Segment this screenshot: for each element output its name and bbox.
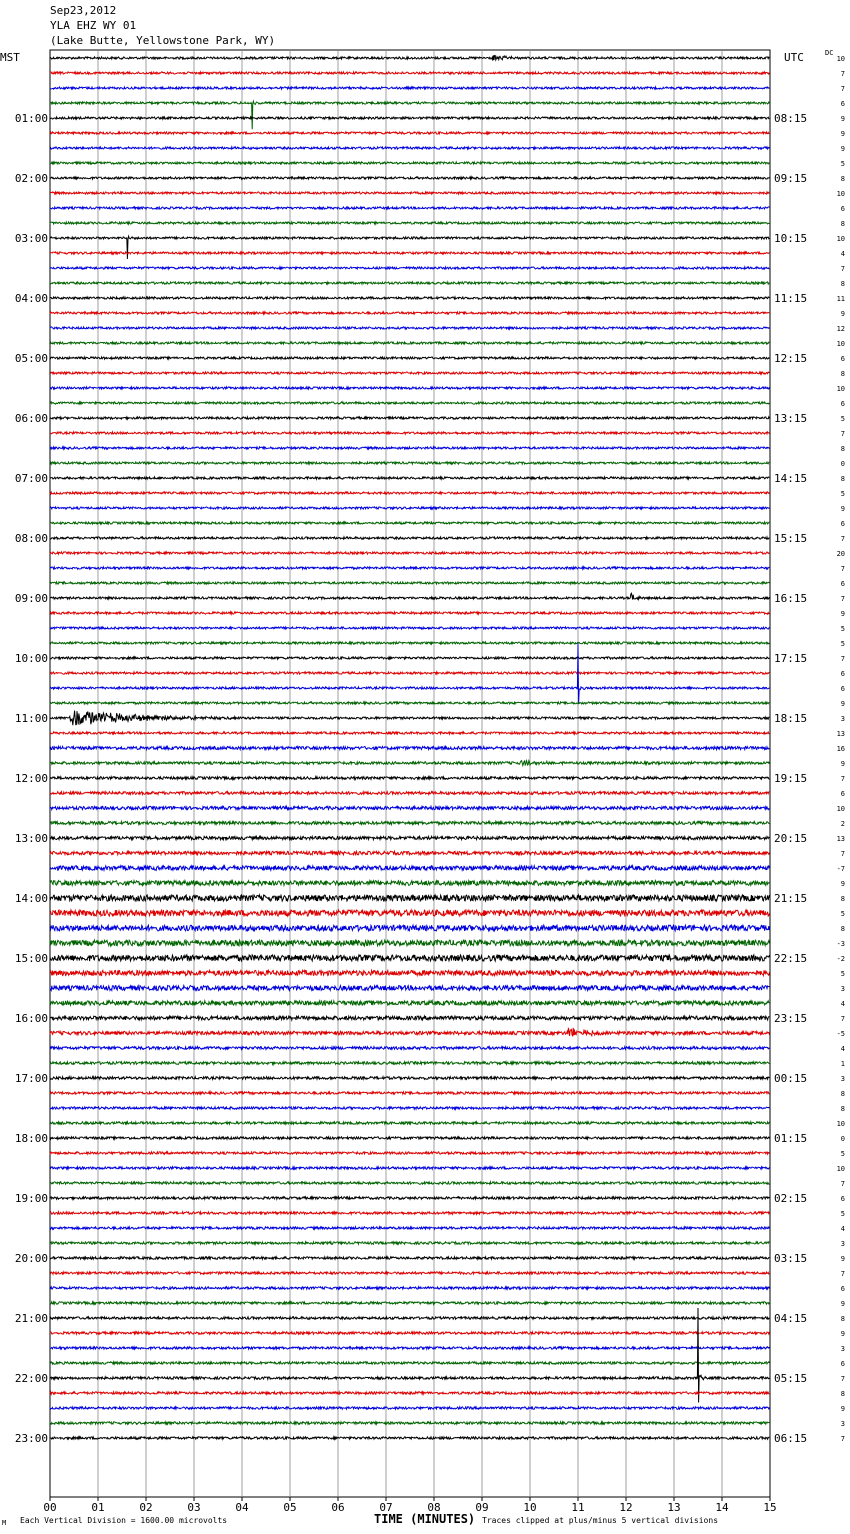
dc-offset-value: 12 [836,325,845,333]
trace-line [50,312,769,314]
x-tick-label: 06 [331,1501,345,1514]
trace-line [50,567,769,569]
dc-offset-value: 9 [840,760,845,768]
hour-label-mst: 23:00 [14,1432,48,1445]
hour-label-mst: 12:00 [14,772,48,785]
hour-label-utc: 16:15 [774,592,808,605]
dc-offset-value: 4 [840,1225,845,1233]
hour-label-mst: 10:00 [14,652,48,665]
trace-line [50,1107,769,1109]
dc-offset-value: 7 [840,850,845,858]
hour-label-mst: 21:00 [14,1312,48,1325]
hour-label-utc: 17:15 [774,652,808,665]
dc-offset-value: 1 [840,1060,845,1068]
trace-line [50,777,769,780]
hour-label-mst: 16:00 [14,1012,48,1025]
dc-offset-value: 0 [840,460,845,468]
trace-line [50,1287,769,1289]
trace-line [50,1122,769,1124]
trace-line [50,657,769,659]
trace-line [50,1347,769,1349]
dc-offset-value: 7 [840,70,845,78]
dc-offset-value: 7 [840,595,845,603]
trace-line [50,866,769,870]
x-tick-label: 00 [43,1501,57,1514]
hour-label-mst: 20:00 [14,1252,48,1265]
dc-offset-value: 3 [840,985,845,993]
dc-offset-value: 6 [840,580,845,588]
trace-line [50,236,769,259]
hour-label-mst: 22:00 [14,1372,48,1385]
hour-label-utc: 15:15 [774,532,808,545]
dc-offset-value: 9 [840,1255,845,1263]
trace-line [50,162,769,164]
hour-label-mst: 19:00 [14,1192,48,1205]
trace-line [50,1332,769,1334]
x-tick-label: 07 [379,1501,393,1514]
trace-line [50,1212,769,1214]
corner-mark: M [2,1519,7,1527]
trace-line [50,462,769,464]
trace-line [50,986,769,991]
trace-line [50,1407,769,1409]
dc-offset-value: 20 [836,550,845,558]
trace-line [50,1302,769,1304]
trace-line [50,642,769,644]
dc-offset-value: 8 [840,445,845,453]
trace-line [50,1182,769,1184]
hour-label-utc: 13:15 [774,412,808,425]
x-tick-label: 13 [667,1501,681,1514]
x-tick-label: 04 [235,1501,249,1514]
dc-offset-value: 5 [840,910,845,918]
dc-offset-value: -5 [836,1030,845,1038]
dc-offset-value: 10 [836,235,845,243]
trace-line [50,1362,769,1364]
trace-line [50,417,769,419]
station-location: (Lake Butte, Yellowstone Park, WY) [50,34,276,47]
trace-line [50,177,769,179]
trace-line [50,192,769,194]
scale-note: Each Vertical Division = 1600.00 microvolts [20,1516,228,1525]
trace-line [50,297,769,299]
dc-offset-value: 9 [840,1300,845,1308]
trace-line [50,881,769,886]
dc-offset-value: 6 [840,355,845,363]
trace-line [50,836,769,839]
hour-label-utc: 09:15 [774,172,808,185]
dc-offset-value: 8 [840,370,845,378]
trace-line [50,593,769,599]
dc-offset-value: 9 [840,505,845,513]
dc-offset-value: 3 [840,1240,845,1248]
x-tick-label: 11 [571,1501,585,1514]
hour-label-utc: 20:15 [774,832,808,845]
dc-offset-value: 5 [840,160,845,168]
hour-label-mst: 08:00 [14,532,48,545]
dc-offset-value: 5 [840,640,845,648]
dc-offset-value: 8 [840,895,845,903]
trace-line [50,432,769,434]
trace-line [50,207,769,209]
trace-line [50,387,769,389]
trace-line [50,1317,769,1319]
hour-label-utc: 12:15 [774,352,808,365]
dc-offset-value: 6 [840,670,845,678]
dc-offset-value: 7 [840,1180,845,1188]
dc-offset-value: 8 [840,1090,845,1098]
dc-offset-value: 10 [836,190,845,198]
dc-offset-value: 8 [840,1390,845,1398]
trace-line [50,55,769,60]
trace-line [50,627,769,629]
trace-line [50,447,769,449]
trace-line [50,101,769,129]
dc-offset-value: 10 [836,340,845,348]
hour-label-utc: 05:15 [774,1372,808,1385]
trace-line [50,402,769,404]
dc-offset-value: 7 [840,535,845,543]
dc-offset-value: 9 [840,610,845,618]
dc-offset-value: 4 [840,1045,845,1053]
trace-line [50,117,769,119]
trace-line [50,1272,769,1274]
dc-offset-value: 16 [836,745,845,753]
trace-line [50,342,769,344]
x-tick-label: 10 [523,1501,537,1514]
trace-line [50,1152,769,1154]
trace-line [50,147,769,149]
dc-offset-value: 6 [840,685,845,693]
dc-offset-value: 7 [840,265,845,273]
dc-offset-value: 10 [836,385,845,393]
x-tick-label: 01 [91,1501,105,1514]
dc-offset-value: 9 [840,880,845,888]
dc-offset-value: 6 [840,400,845,408]
hour-label-mst: 05:00 [14,352,48,365]
dc-offset-value: 3 [840,1075,845,1083]
hour-label-mst: 04:00 [14,292,48,305]
trace-line [50,327,769,329]
trace-line [50,925,769,931]
dc-offset-value: 6 [840,1360,845,1368]
dc-offset-value: -3 [836,940,845,948]
trace-line [50,492,769,494]
dc-offset-value: 5 [840,970,845,978]
dc-offset-value: 13 [836,835,845,843]
trace-line [50,1092,769,1094]
trace-line [50,822,769,825]
trace-line [50,537,769,539]
dc-offset-value: 5 [840,625,845,633]
trace-line [50,955,769,961]
trace-line [50,806,769,809]
hour-label-utc: 22:15 [774,952,808,965]
hour-label-utc: 23:15 [774,1012,808,1025]
trace-line [50,761,769,766]
dc-offset-value: 6 [840,100,845,108]
trace-line [50,1001,769,1005]
hour-label-mst: 18:00 [14,1132,48,1145]
x-tick-label: 15 [763,1501,777,1514]
trace-line [50,477,769,479]
hour-label-mst: 03:00 [14,232,48,245]
hour-label-utc: 02:15 [774,1192,808,1205]
dc-offset-value: 7 [840,1015,845,1023]
trace-line [50,747,769,750]
dc-offset-value: 4 [840,1000,845,1008]
x-tick-label: 14 [715,1501,729,1514]
trace-line [50,1242,769,1244]
dc-offset-value: 10 [836,1120,845,1128]
hour-label-mst: 11:00 [14,712,48,725]
dc-offset-value: -7 [836,865,845,873]
trace-line [50,895,769,901]
trace-line [50,72,769,74]
dc-offset-value: 8 [840,1315,845,1323]
hour-label-mst: 06:00 [14,412,48,425]
trace-line [50,1028,769,1037]
hour-label-mst: 17:00 [14,1072,48,1085]
right-zone-label: UTC [784,51,804,64]
dc-offset-value: 9 [840,145,845,153]
x-tick-label: 09 [475,1501,489,1514]
dc-offset-value: 3 [840,1345,845,1353]
trace-line [50,792,769,795]
trace-line [50,582,769,584]
dc-offset-value: 3 [840,1420,845,1428]
hour-label-utc: 11:15 [774,292,808,305]
trace-line [50,970,769,975]
trace-line [50,1437,769,1439]
hour-label-utc: 04:15 [774,1312,808,1325]
x-axis-title: TIME (MINUTES) [374,1512,476,1526]
dc-offset-value: 7 [840,1270,845,1278]
dc-offset-value: 6 [840,790,845,798]
hour-label-mst: 15:00 [14,952,48,965]
dc-offset-value: 7 [840,1375,845,1383]
trace-line [50,372,769,374]
trace-line [50,132,769,134]
x-tick-label: 05 [283,1501,297,1514]
trace-line [50,1422,769,1424]
x-tick-label: 12 [619,1501,633,1514]
dc-offset-value: 5 [840,1150,845,1158]
dc-offset-value: 7 [840,565,845,573]
trace-line [50,940,769,946]
hour-label-utc: 14:15 [774,472,808,485]
dc-offset-value: 7 [840,775,845,783]
trace-line [50,1197,769,1199]
dc-offset-value: 8 [840,925,845,933]
x-tick-label: 02 [139,1501,153,1514]
trace-line [50,1047,769,1050]
trace-line [50,1062,769,1065]
trace-line [50,711,769,726]
dc-offset-value: 10 [836,1165,845,1173]
dc-offset-value: 9 [840,130,845,138]
dc-offset-value: 6 [840,520,845,528]
dc-offset-value: 5 [840,490,845,498]
trace-line [50,507,769,509]
trace-line [50,1308,769,1403]
dc-offset-value: 11 [836,295,845,303]
trace-line [50,252,769,254]
dc-offset-value: 0 [840,1135,845,1143]
dc-offset-value: 7 [840,655,845,663]
trace-line [50,702,769,704]
dc-offset-value: 6 [840,205,845,213]
dc-offset-value: 9 [840,1405,845,1413]
dc-offset-value: 3 [840,715,845,723]
dc-offset-value: 7 [840,1435,845,1443]
dc-offset-value: 6 [840,1195,845,1203]
dc-offset-value: 8 [840,220,845,228]
trace-line [50,357,769,359]
x-tick-label: 08 [427,1501,441,1514]
dc-offset-value: 10 [836,805,845,813]
dc-offset-value: 9 [840,700,845,708]
trace-line [50,1077,769,1080]
hour-label-utc: 10:15 [774,232,808,245]
trace-line [50,552,769,554]
dc-offset-value: 8 [840,1105,845,1113]
hour-label-utc: 01:15 [774,1132,808,1145]
dc-offset-value: -2 [836,955,845,963]
trace-line [50,1392,769,1394]
hour-label-mst: 09:00 [14,592,48,605]
hour-label-utc: 08:15 [774,112,808,125]
dc-offset-value: 8 [840,280,845,288]
trace-line [50,612,769,614]
hour-label-utc: 18:15 [774,712,808,725]
hour-label-mst: 02:00 [14,172,48,185]
trace-line [50,910,769,916]
trace-line [50,672,769,674]
trace-line [50,1167,769,1169]
trace-line [50,1016,769,1020]
station-id: YLA EHZ WY 01 [50,19,137,32]
hour-label-utc: 19:15 [774,772,808,785]
trace-line [50,1257,769,1259]
dc-offset-value: 8 [840,475,845,483]
hour-label-utc: 21:15 [774,892,808,905]
hour-label-utc: 06:15 [774,1432,808,1445]
trace-line [50,222,769,224]
clip-note: Traces clipped at plus/minus 5 vertical divisions [482,1516,719,1525]
dc-offset-value: 9 [840,1330,845,1338]
hour-label-mst: 07:00 [14,472,48,485]
plot-date: Sep23,2012 [50,4,117,17]
hour-label-utc: 00:15 [774,1072,808,1085]
hour-label-utc: 03:15 [774,1252,808,1265]
dc-offset-value: 9 [840,310,845,318]
dc-offset-value: 10 [836,55,845,63]
dc-offset-value: 6 [840,1285,845,1293]
dc-offset-value: 9 [840,115,845,123]
dc-offset-value: 13 [836,730,845,738]
trace-line [50,732,769,734]
hour-label-mst: 14:00 [14,892,48,905]
hour-label-mst: 01:00 [14,112,48,125]
dc-offset-value: 7 [840,85,845,93]
trace-line [50,522,769,524]
dc-offset-value: 7 [840,430,845,438]
dc-offset-value: 2 [840,820,845,828]
trace-line [50,282,769,284]
dc-offset-value: 5 [840,415,845,423]
trace-line [50,267,769,269]
left-zone-label: MST [0,51,20,64]
trace-line [50,851,769,855]
trace-line [50,1227,769,1229]
dc-offset-value: 4 [840,250,845,258]
hour-label-mst: 13:00 [14,832,48,845]
dc-offset-value: 8 [840,175,845,183]
dc-label: DC [825,49,834,57]
dc-offset-value: 5 [840,1210,845,1218]
trace-line [50,87,769,89]
x-tick-label: 03 [187,1501,201,1514]
trace-line [50,1137,769,1139]
